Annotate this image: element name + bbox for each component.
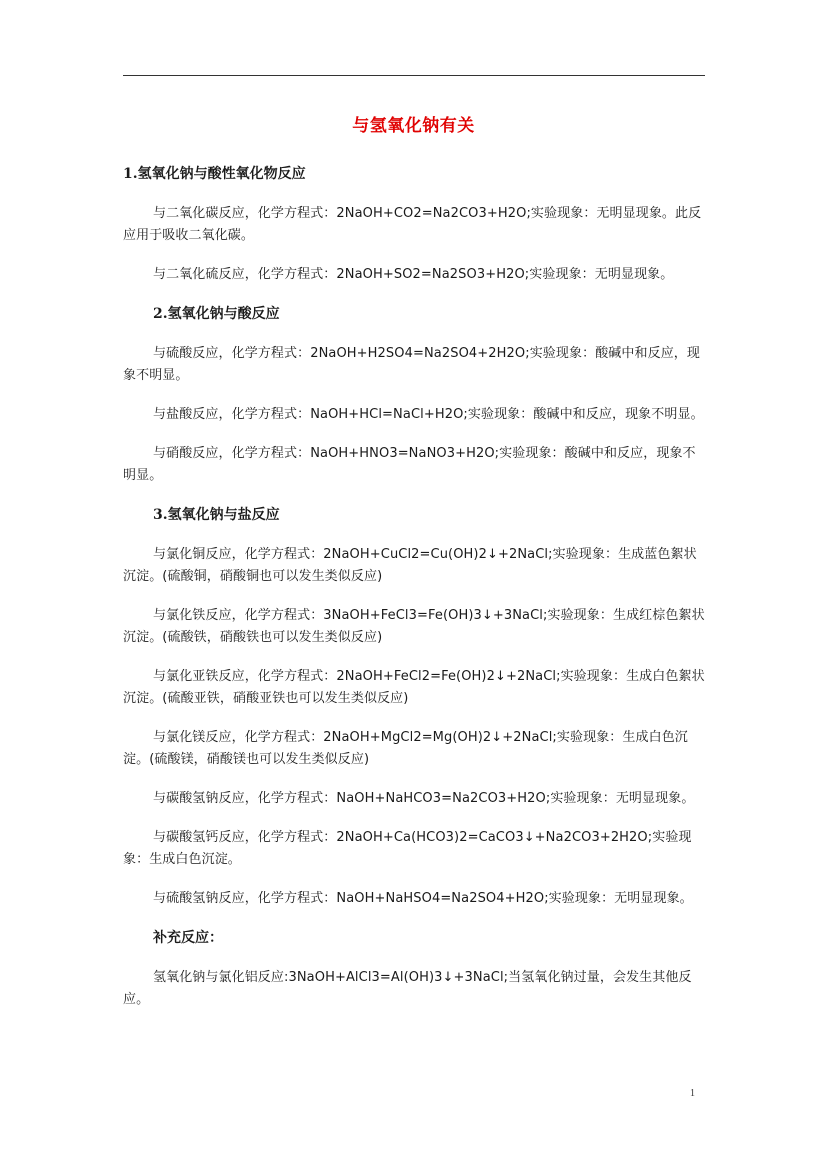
paragraph: 与碳酸氢钙反应，化学方程式：2NaOH+Ca(HCO3)2=CaCO3↓+Na2CO3+2H2O;实验现象：生成白色沉淀。 [123,830,692,867]
paragraph: 与二氧化碳反应，化学方程式：2NaOH+CO2=Na2CO3+H2O;实验现象：无明显现象。此反应用于吸收二氧化碳。 [123,206,702,243]
paragraph: 与硫酸反应，化学方程式：2NaOH+H2SO4=Na2SO4+2H2O;实验现象：酸碱中和反应，现象不明显。 [123,346,700,383]
section-heading-3: 3.氢氧化钠与盐反应 [153,507,280,523]
paragraph: 与硝酸反应，化学方程式：NaOH+HNO3=NaNO3+H2O;实验现象：酸碱中和反应，现象不明显。 [123,446,696,483]
document-body [123,163,705,1028]
header-rule [123,75,705,76]
section-heading-2: 2.氢氧化钠与酸反应 [153,306,280,322]
document-title: 与氢氧化钠有关 [352,116,475,136]
paragraph: 与盐酸反应，化学方程式：NaOH+HCl=NaCl+H2O;实验现象：酸碱中和反应，现象不明显。 [153,407,704,422]
section-heading-1: 1.氢氧化钠与酸性氧化物反应 [123,166,306,182]
paragraph: 与碳酸氢钠反应，化学方程式：NaOH+NaHCO3=Na2CO3+H2O;实验现象：无明显现象。 [153,791,695,806]
paragraph: 与二氧化硫反应，化学方程式：2NaOH+SO2=Na2SO3+H2O;实验现象：无明显现象。 [153,267,674,282]
paragraph: 与氯化铁反应，化学方程式：3NaOH+FeCl3=Fe(OH)3↓+3NaCl;实验现象：生成红棕色絮状沉淀。(硫酸铁，硝酸铁也可以发生类似反应) [123,608,705,645]
page-number: 1 [690,1088,695,1099]
section-heading-supplement: 补充反应： [153,930,223,946]
paragraph: 氢氧化钠与氯化铝反应:3NaOH+AlCl3=Al(OH)3↓+3NaCl;当氢氧化钠过量，会发生其他反应。 [123,970,692,1007]
paragraph: 与氯化铜反应，化学方程式：2NaOH+CuCl2=Cu(OH)2↓+2NaCl;实验现象：生成蓝色絮状沉淀。(硫酸铜，硝酸铜也可以发生类似反应) [123,547,697,584]
paragraph: 与硫酸氢钠反应，化学方程式：NaOH+NaHSO4=Na2SO4+H2O;实验现象：无明显现象。 [153,891,693,906]
paragraph: 与氯化亚铁反应，化学方程式：2NaOH+FeCl2=Fe(OH)2↓+2NaCl;实验现象：生成白色絮状沉淀。(硫酸亚铁，硝酸亚铁也可以发生类似反应) [123,669,705,706]
paragraph: 与氯化镁反应，化学方程式：2NaOH+MgCl2=Mg(OH)2↓+2NaCl;实验现象：生成白色沉淀。(硫酸镁，硝酸镁也可以发生类似反应) [123,730,688,767]
